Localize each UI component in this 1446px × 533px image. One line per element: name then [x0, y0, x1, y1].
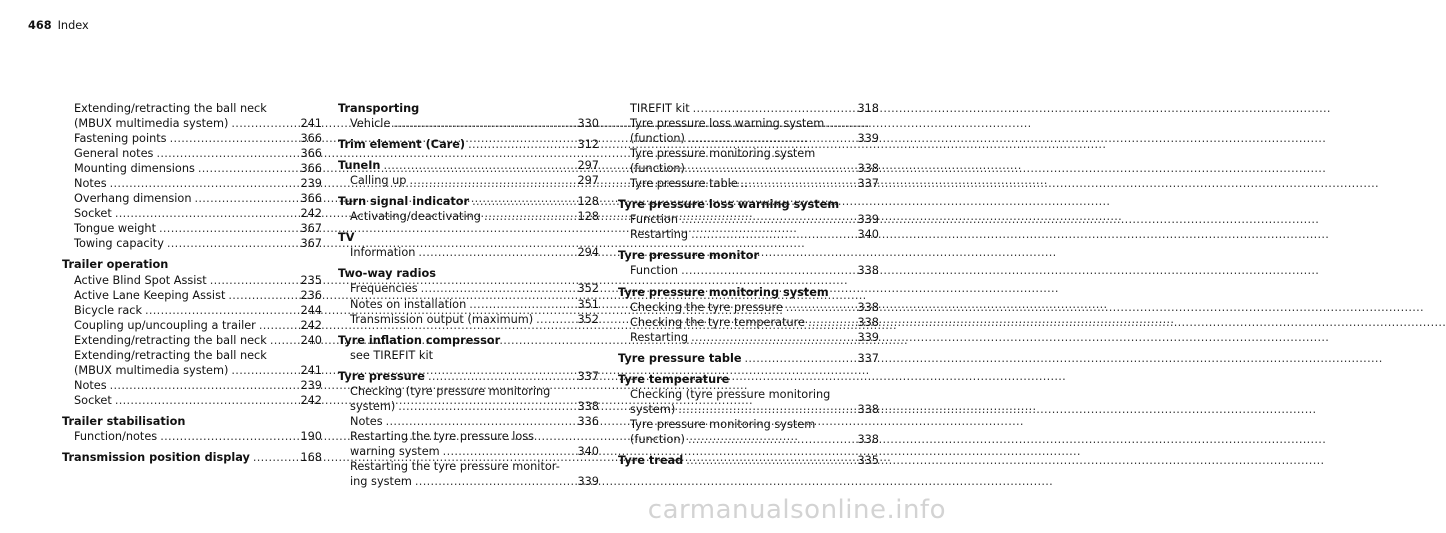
entry-text: Tyre tread	[618, 453, 684, 467]
entry-text: Socket	[74, 207, 112, 221]
index-subentry	[62, 101, 322, 116]
entry-text: Tyre pressure table	[618, 351, 742, 365]
entry-text: system)	[350, 399, 396, 413]
page-reference: 338	[857, 300, 879, 314]
index-subentry	[338, 312, 599, 327]
page-reference: 352	[577, 312, 599, 326]
dot-leader	[231, 363, 295, 378]
index-subentry	[618, 263, 879, 278]
dot-leader	[691, 330, 852, 345]
index-heading	[338, 194, 599, 209]
entry-text: TuneIn	[338, 159, 381, 173]
index-subentry	[618, 300, 879, 315]
entry-text: Coupling up/uncoupling a trailer	[74, 318, 256, 332]
entry-text: (function)	[630, 432, 685, 446]
dot-leader	[808, 315, 852, 330]
entry-text: Tyre inflation compressor	[338, 333, 501, 347]
page-reference: 367	[300, 237, 322, 251]
page-reference: 339	[577, 475, 599, 489]
index-subentry	[338, 399, 599, 414]
entry-text: Extending/retracting the ball neck	[74, 348, 267, 362]
dot-leader	[270, 333, 295, 348]
entry-text: TIREFIT kit	[630, 102, 690, 115]
entry-text: Extending/retracting the ball neck	[74, 102, 267, 115]
entry-text: Turn signal indicator	[338, 195, 470, 209]
entry-text: Function/notes	[74, 429, 158, 443]
dot-leader	[195, 191, 296, 206]
index-heading	[62, 450, 322, 465]
entry-text: warning system	[350, 444, 440, 458]
entry-text: Towing capacity	[74, 237, 164, 251]
entry-text: (function)	[630, 132, 685, 146]
index-subentry	[618, 387, 879, 402]
entry-text: Checking the tyre temperature	[630, 315, 806, 329]
entry-text: Tyre pressure monitoring system	[630, 147, 816, 161]
page-reference: 128	[577, 195, 599, 209]
dot-leader	[678, 402, 852, 417]
index-subentry	[618, 146, 879, 161]
index-heading	[618, 248, 879, 263]
page-reference: 338	[857, 402, 879, 416]
page-reference: 338	[857, 315, 879, 329]
entry-text: Restarting	[630, 330, 689, 344]
dot-leader	[443, 444, 572, 459]
page-reference: 366	[300, 192, 322, 206]
entry-text: Vehicle	[350, 117, 391, 131]
index-heading	[618, 351, 879, 366]
dot-leader	[393, 116, 572, 131]
dot-leader	[681, 263, 852, 278]
page-reference: 338	[857, 432, 879, 446]
entry-text: Restarting	[630, 228, 689, 242]
index-heading	[62, 257, 322, 272]
entry-text: TV	[338, 231, 355, 245]
index-subentry	[338, 474, 599, 489]
page-reference: 366	[300, 132, 322, 146]
entry-text: Function	[630, 213, 679, 227]
page-reference: 236	[300, 288, 322, 302]
dot-leader	[156, 146, 295, 161]
dot-leader	[688, 432, 852, 447]
index-subentry	[338, 459, 599, 474]
page-reference: 240	[300, 333, 322, 347]
page-reference: 339	[857, 330, 879, 344]
page-reference: 312	[577, 138, 599, 152]
page-reference: 367	[300, 222, 322, 236]
page-reference: 235	[300, 273, 322, 287]
index-heading	[338, 158, 599, 173]
dot-leader	[160, 429, 295, 444]
index-subentry	[618, 315, 879, 330]
dot-leader	[536, 312, 572, 327]
index-subentry	[62, 161, 322, 176]
dot-leader	[210, 273, 295, 288]
page-reference: 335	[857, 453, 879, 467]
entry-text: Activating/deactivating	[350, 210, 481, 224]
page-reference: 242	[300, 207, 322, 221]
index-subentry	[62, 429, 322, 444]
index-heading	[618, 453, 879, 468]
page-reference: 318	[857, 102, 879, 115]
entry-text: see TIREFIT kit	[350, 348, 434, 362]
page-reference: 242	[300, 318, 322, 332]
dot-leader	[418, 245, 572, 260]
page-reference: 339	[857, 132, 879, 146]
entry-text: Tyre pressure monitoring system	[618, 285, 829, 299]
page-reference: 239	[300, 177, 322, 191]
dot-leader	[691, 227, 852, 242]
page-reference: 297	[577, 174, 599, 188]
entry-text: Transmission position display	[62, 451, 250, 465]
page-reference: 338	[857, 162, 879, 176]
page-header	[28, 19, 89, 33]
dot-leader	[110, 378, 295, 393]
page-reference: 338	[577, 399, 599, 413]
index-subentry	[338, 414, 599, 429]
entry-text: Tyre pressure loss warning system	[618, 198, 840, 212]
index-subentry	[62, 116, 322, 131]
dot-leader	[259, 318, 295, 333]
entry-text: Restarting the tyre pressure monitor-	[350, 459, 560, 473]
page-reference: 340	[577, 444, 599, 458]
index-subentry	[618, 131, 879, 146]
index-column-2	[338, 101, 599, 489]
dot-leader	[386, 414, 572, 429]
entry-text: Two-way radios	[338, 267, 436, 281]
index-subentry	[62, 363, 322, 378]
dot-leader	[688, 161, 852, 176]
index-subentry	[338, 429, 599, 444]
entry-text: Trim element (Care)	[338, 138, 466, 152]
entry-text: Transporting	[338, 102, 420, 115]
dot-leader	[415, 474, 572, 489]
entry-text: Tyre pressure table	[630, 177, 738, 191]
index-subentry	[62, 236, 322, 251]
dot-leader	[745, 351, 852, 366]
entry-text: (function)	[630, 162, 685, 176]
index-subentry	[338, 209, 599, 224]
entry-text: Tyre pressure	[338, 369, 425, 383]
index-heading	[618, 285, 879, 300]
index-subentry	[338, 348, 599, 363]
index-heading	[338, 101, 599, 116]
entry-text: ing system	[350, 475, 412, 489]
page-reference: 128	[577, 210, 599, 224]
index-subentry	[618, 116, 879, 131]
index-heading	[338, 333, 599, 348]
dot-leader	[741, 176, 852, 191]
index-subentry	[338, 384, 599, 399]
dot-leader	[786, 300, 852, 315]
entry-text: (MBUX multimedia system)	[74, 117, 229, 131]
index-subentry	[338, 173, 599, 188]
entry-text: Bicycle rack	[74, 303, 142, 317]
dot-leader	[115, 206, 295, 221]
dot-leader	[472, 194, 572, 209]
entry-text: Calling up	[350, 174, 407, 188]
dot-leader	[145, 303, 295, 318]
index-subentry	[618, 417, 879, 432]
index-subentry	[62, 131, 322, 146]
page-reference: 244	[300, 303, 322, 317]
dot-leader	[484, 209, 572, 224]
dot-leader	[115, 393, 295, 408]
index-subentry	[62, 176, 322, 191]
dot-leader	[688, 131, 852, 146]
page-reference: 190	[300, 429, 322, 443]
index-heading	[338, 230, 599, 245]
index-subentry	[62, 393, 322, 408]
dot-leader	[231, 116, 295, 131]
page-reference: 239	[300, 378, 322, 392]
entry-text: Fastening points	[74, 132, 167, 146]
index-subentry	[62, 221, 322, 236]
page-reference: 336	[577, 414, 599, 428]
dot-leader	[409, 173, 572, 188]
index-heading	[338, 137, 599, 152]
page-reference: 241	[300, 117, 322, 131]
dot-leader	[468, 137, 572, 152]
index-subentry	[62, 288, 322, 303]
entry-text: Notes	[350, 414, 383, 428]
dot-leader	[170, 131, 295, 146]
page-reference: 366	[300, 162, 322, 176]
dot-leader	[428, 369, 572, 384]
index-subentry	[618, 330, 879, 345]
page-reference: 168	[300, 451, 322, 465]
dot-leader	[421, 281, 572, 296]
entry-text: Function	[630, 264, 679, 278]
index-subentry	[62, 348, 322, 363]
index-column-1	[62, 101, 322, 465]
dot-leader	[398, 399, 572, 414]
entry-text: (MBUX multimedia system)	[74, 363, 229, 377]
entry-text: Checking (tyre pressure monitoring	[350, 384, 551, 398]
entry-text: Overhang dimension	[74, 192, 192, 206]
section-title: Index	[57, 19, 89, 32]
entry-text: Checking the tyre pressure	[630, 300, 783, 314]
entry-text: Tyre pressure monitoring system	[630, 417, 816, 431]
page-reference: 340	[857, 228, 879, 242]
index-subentry	[618, 176, 879, 191]
page-reference: 351	[577, 297, 599, 311]
entry-text: Information	[350, 246, 416, 260]
dot-leader	[228, 288, 295, 303]
index-subentry	[338, 297, 599, 312]
watermark-text: carmanualsonline.info	[647, 495, 946, 525]
index-subentry	[338, 281, 599, 296]
entry-text: system)	[630, 402, 676, 416]
page-reference: 297	[577, 159, 599, 173]
index-subentry	[338, 444, 599, 459]
index-subentry	[62, 273, 322, 288]
entry-text: General notes	[74, 147, 154, 161]
entry-text: Socket	[74, 393, 112, 407]
entry-text: Notes on installation	[350, 297, 467, 311]
page-reference: 366	[300, 147, 322, 161]
index-subentry	[62, 191, 322, 206]
index-subentry	[618, 227, 879, 242]
dot-leader	[681, 212, 852, 227]
index-subentry	[618, 161, 879, 176]
dot-leader	[686, 453, 852, 468]
index-subentry	[338, 245, 599, 260]
index-subentry	[62, 303, 322, 318]
page-reference: 330	[577, 117, 599, 131]
entry-text: Active Lane Keeping Assist	[74, 288, 226, 302]
index-heading	[338, 369, 599, 384]
entry-text: Notes	[74, 177, 107, 191]
dot-leader	[159, 221, 295, 236]
index-subentry	[62, 333, 322, 348]
dot-leader	[693, 101, 852, 116]
index-heading	[618, 197, 879, 212]
index-heading	[62, 414, 322, 429]
entry-text: Restarting the tyre pressure loss	[350, 429, 535, 443]
index-subentry	[62, 206, 322, 221]
page-reference: 241	[300, 363, 322, 377]
dot-leader	[253, 450, 295, 465]
entry-text: Extending/retracting the ball neck	[74, 333, 267, 347]
page-reference: 242	[300, 393, 322, 407]
dot-leader	[110, 176, 295, 191]
entry-text: Mounting dimensions	[74, 162, 195, 176]
index-subentry	[618, 212, 879, 227]
index-heading	[338, 266, 599, 281]
dot-leader	[167, 236, 295, 251]
index-subentry	[618, 402, 879, 417]
page-number: 468	[28, 19, 52, 32]
dot-leader	[469, 297, 572, 312]
index-subentry	[618, 432, 879, 447]
page-reference: 338	[857, 264, 879, 278]
page-reference: 294	[577, 246, 599, 260]
entry-text: Active Blind Spot Assist	[74, 273, 207, 287]
entry-text: Transmission output (maximum)	[350, 312, 534, 326]
page-reference: 337	[857, 177, 879, 191]
entry-text: Frequencies	[350, 282, 418, 296]
index-column-3	[618, 101, 879, 468]
entry-text: Tyre temperature	[618, 372, 730, 386]
entry-text: Tongue weight	[74, 222, 157, 236]
index-subentry	[62, 146, 322, 161]
entry-text: Tyre pressure monitor	[618, 249, 760, 263]
page-reference: 337	[577, 369, 599, 383]
entry-text: Trailer stabilisation	[62, 414, 186, 428]
index-subentry	[62, 318, 322, 333]
page-reference: 337	[857, 351, 879, 365]
entry-text: Tyre pressure loss warning system	[630, 117, 825, 131]
dot-leader	[198, 161, 295, 176]
page-reference: 352	[577, 282, 599, 296]
dot-leader	[383, 158, 572, 173]
page-reference: 339	[857, 213, 879, 227]
index-subentry	[618, 101, 879, 116]
entry-text: Notes	[74, 378, 107, 392]
entry-text: Trailer operation	[62, 258, 169, 272]
entry-text: Checking (tyre pressure monitoring	[630, 387, 831, 401]
index-subentry	[62, 378, 322, 393]
index-subentry	[338, 116, 599, 131]
index-heading	[618, 372, 879, 387]
